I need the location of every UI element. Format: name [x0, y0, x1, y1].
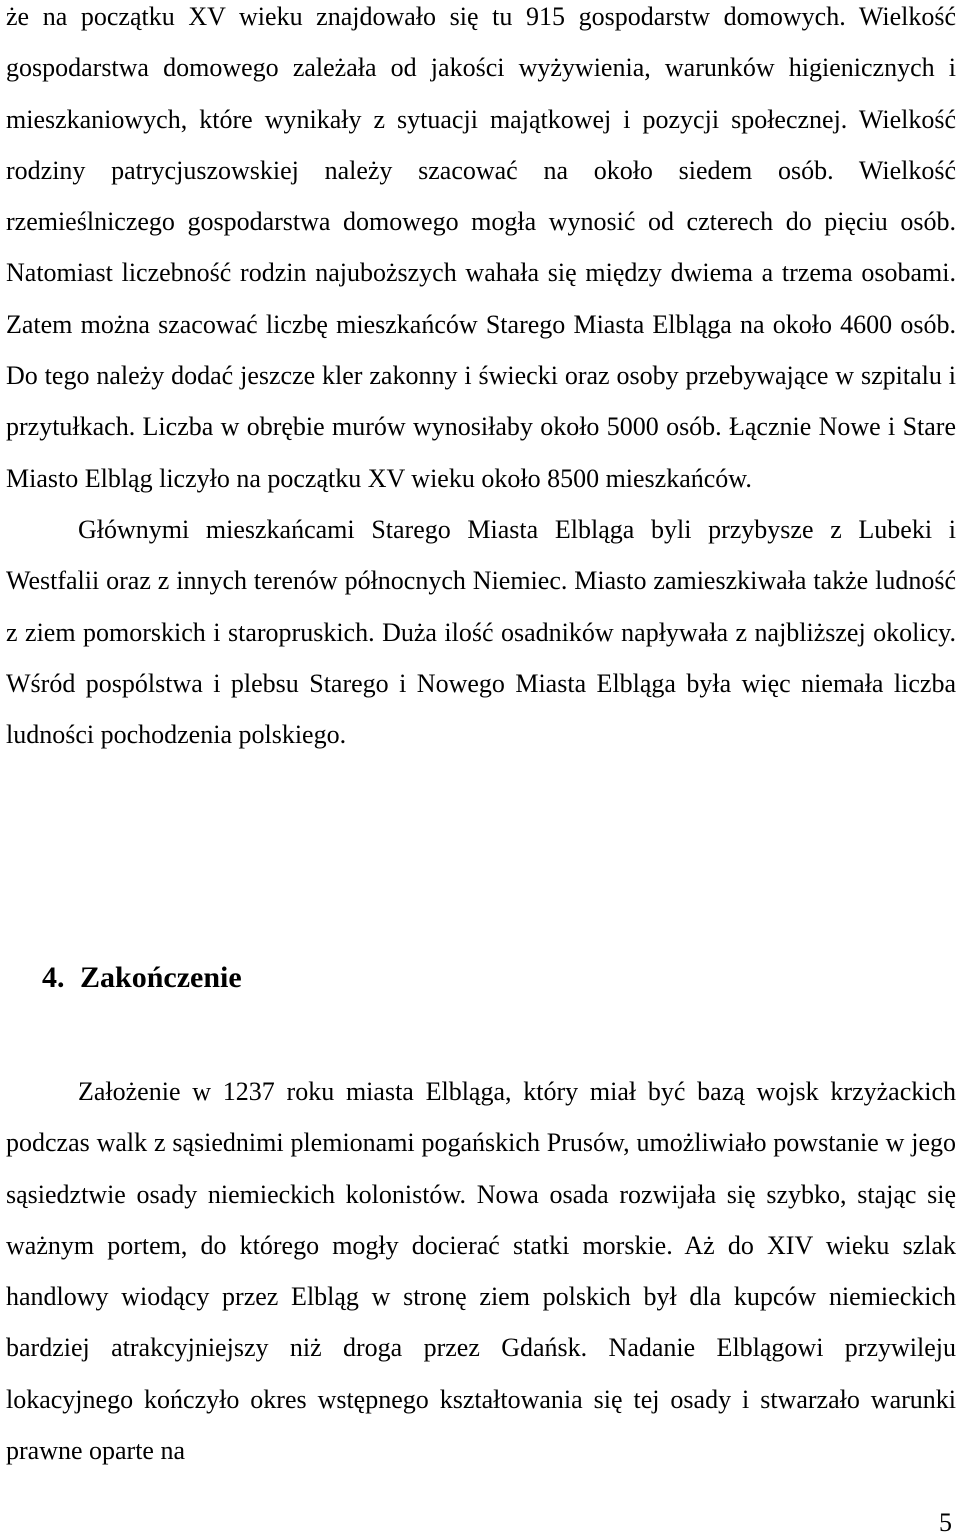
section-heading [42, 950, 242, 1006]
document-page [6, 0, 956, 1466]
section-number: 4. [42, 961, 65, 994]
paragraph-conclusion: Założenie w 1237 roku miasta Elbląga, który miał być bazą wojsk krzyżackich podczas walk z sąsiednimi plemionami pogańskich Prusów, umożliwiało powstanie w jego sąsiedztwie osady niemieckich kolonistów. Nowa osada rozwijała się szybko, stając się ważnym portem, do którego mogły docierać statki morskie. Aż do XIV wieku szlak handlowy wiodący przez Elbląg w stronę ziem polskich był dla kupców niemieckich bardziej atrakcyjniejszy niż droga przez Gdańsk. Nadanie Elblągowi przywileju lokacyjnego kończyło okres wstępnego kształtowania się tej osady i stwarzało warunki prawne oparte na [6, 1077, 956, 1466]
page-number: 5 [939, 1508, 952, 1537]
section-title: Zakończenie [80, 961, 242, 994]
paragraph-population: że na początku XV wieku znajdowało się tu 915 gospodarstw domowych. Wielkość gospodarstwa domowego zależała od jakości wyżywienia, warunków higienicznych i mieszkaniowych, które wynikały z sytuacji majątkowej i pozycji społecznej. Wielkość rodziny patrycjuszowskiej należy szacować na około siedem osób. Wielkość rzemieślniczego gospodarstwa domowego mogła wynosić od czterech do pięciu osób. Natomiast liczebność rodzin najuboższych wahała się między dwiema a trzema osobami. Zatem można szacować liczbę mieszkańców Starego Miasta Elbląga na około 4600 osób. Do tego należy dodać jeszcze kler zakonny i świecki oraz osoby przebywające w szpitalu i przytułkach. Liczba w obrębie murów wynosiłaby około 5000 osób. Łącznie Nowe i Stare Miasto Elbląg liczyło na początku XV wieku około 8500 mieszkańców. [6, 2, 956, 493]
paragraph-inhabitants: Głównymi mieszkańcami Starego Miasta Elbląga byli przybysze z Lubeki i Westfalii oraz z innych terenów północnych Niemiec. Miasto zamieszkiwała także ludność z ziem pomorskich i staropruskich. Duża ilość osadników napływała z najbliższej okolicy. Wśród pospólstwa i plebsu Starego i Nowego Miasta Elbląga była więc niemała liczba ludności pochodzenia polskiego. [6, 514, 956, 750]
